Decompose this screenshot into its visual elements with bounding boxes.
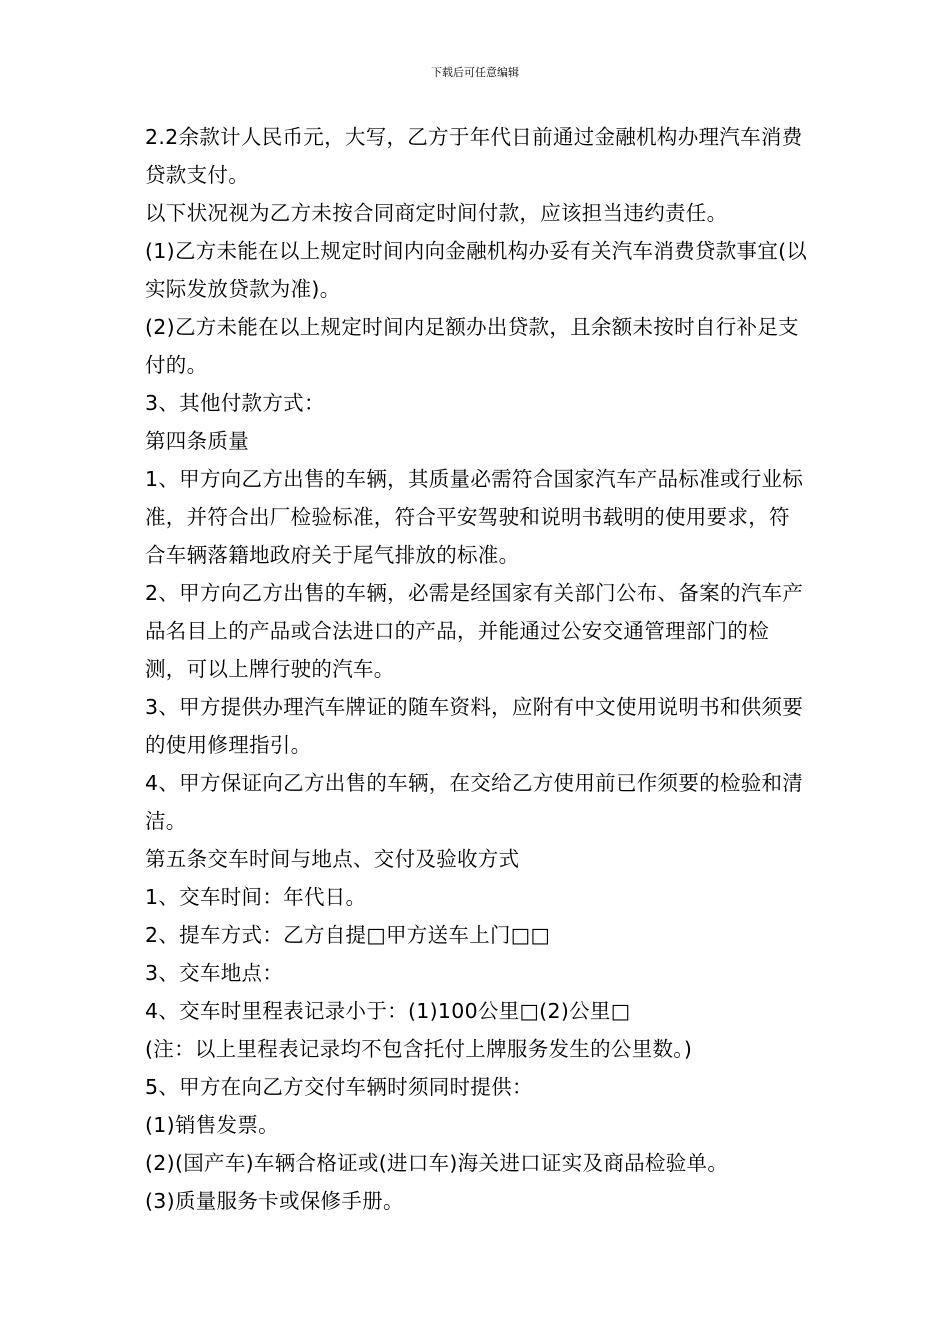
paragraph-delivery-documents: 5、甲方在向乙方交付车辆时须同时提供： <box>145 1075 533 1099</box>
paragraph-delivery-location: 3、交车地点： <box>145 961 284 985</box>
section-heading-quality: 第四条质量 <box>145 429 249 453</box>
page-header: 下载后可任意编辑 <box>431 66 519 79</box>
paragraph-quality-4: 4、甲方保证向乙方出售的车辆，在交给乙方使用前已作须要的检验和清洁。 <box>145 771 804 833</box>
paragraph-document-certificate: (2)(国产车)车辆合格证或(进口车)海关进口证实及商品检验单。 <box>145 1151 729 1175</box>
paragraph-quality-2: 2、甲方向乙方出售的车辆，必需是经国家有关部门公布、备案的汽车产品名目上的产品或合法进口的产品，并能通过公安交通管理部门的检测，可以上牌行驶的汽车。 <box>145 581 804 681</box>
paragraph-breach-conditions: 以下状况视为乙方未按合同商定时间付款，应该担当违约责任。 <box>145 201 728 225</box>
paragraph-odometer: 4、交车时里程表记录小于：(1)100公里□(2)公里□ <box>145 999 631 1023</box>
paragraph-document-warranty: (3)质量服务卡或保修手册。 <box>145 1189 404 1213</box>
paragraph-breach-item-2: (2)乙方未能在以上规定时间内足额办出贷款，且余额未按时自行补足支付的。 <box>145 315 799 377</box>
paragraph-balance-payment: 2.2余款计人民币元，大写，乙方于年代日前通过金融机构办理汽车消费贷款支付。 <box>145 125 803 187</box>
paragraph-breach-item-1: (1)乙方未能在以上规定时间内向金融机构办妥有关汽车消费贷款事宜(以实际发放贷款为准)。 <box>145 239 808 301</box>
paragraph-other-payment: 3、其他付款方式： <box>145 391 325 415</box>
paragraph-delivery-time: 1、交车时间：年代日。 <box>145 885 367 909</box>
paragraph-odometer-note: (注：以上里程表记录均不包含托付上牌服务发生的公里数。) <box>145 1037 693 1061</box>
document-body <box>145 118 810 1220</box>
paragraph-pickup-method: 2、提车方式：乙方自提□甲方送车上门□□ <box>145 923 551 947</box>
paragraph-quality-1: 1、甲方向乙方出售的车辆，其质量必需符合国家汽车产品标准或行业标准，并符合出厂检验标准，符合平安驾驶和说明书载明的使用要求，符合车辆落籍地政府关于尾气排放的标准。 <box>145 467 804 567</box>
section-heading-delivery: 第五条交车时间与地点、交付及验收方式 <box>145 847 520 871</box>
paragraph-document-invoice: (1)销售发票。 <box>145 1113 279 1137</box>
paragraph-quality-3: 3、甲方提供办理汽车牌证的随车资料，应附有中文使用说明书和供须要的使用修理指引。 <box>145 695 804 757</box>
